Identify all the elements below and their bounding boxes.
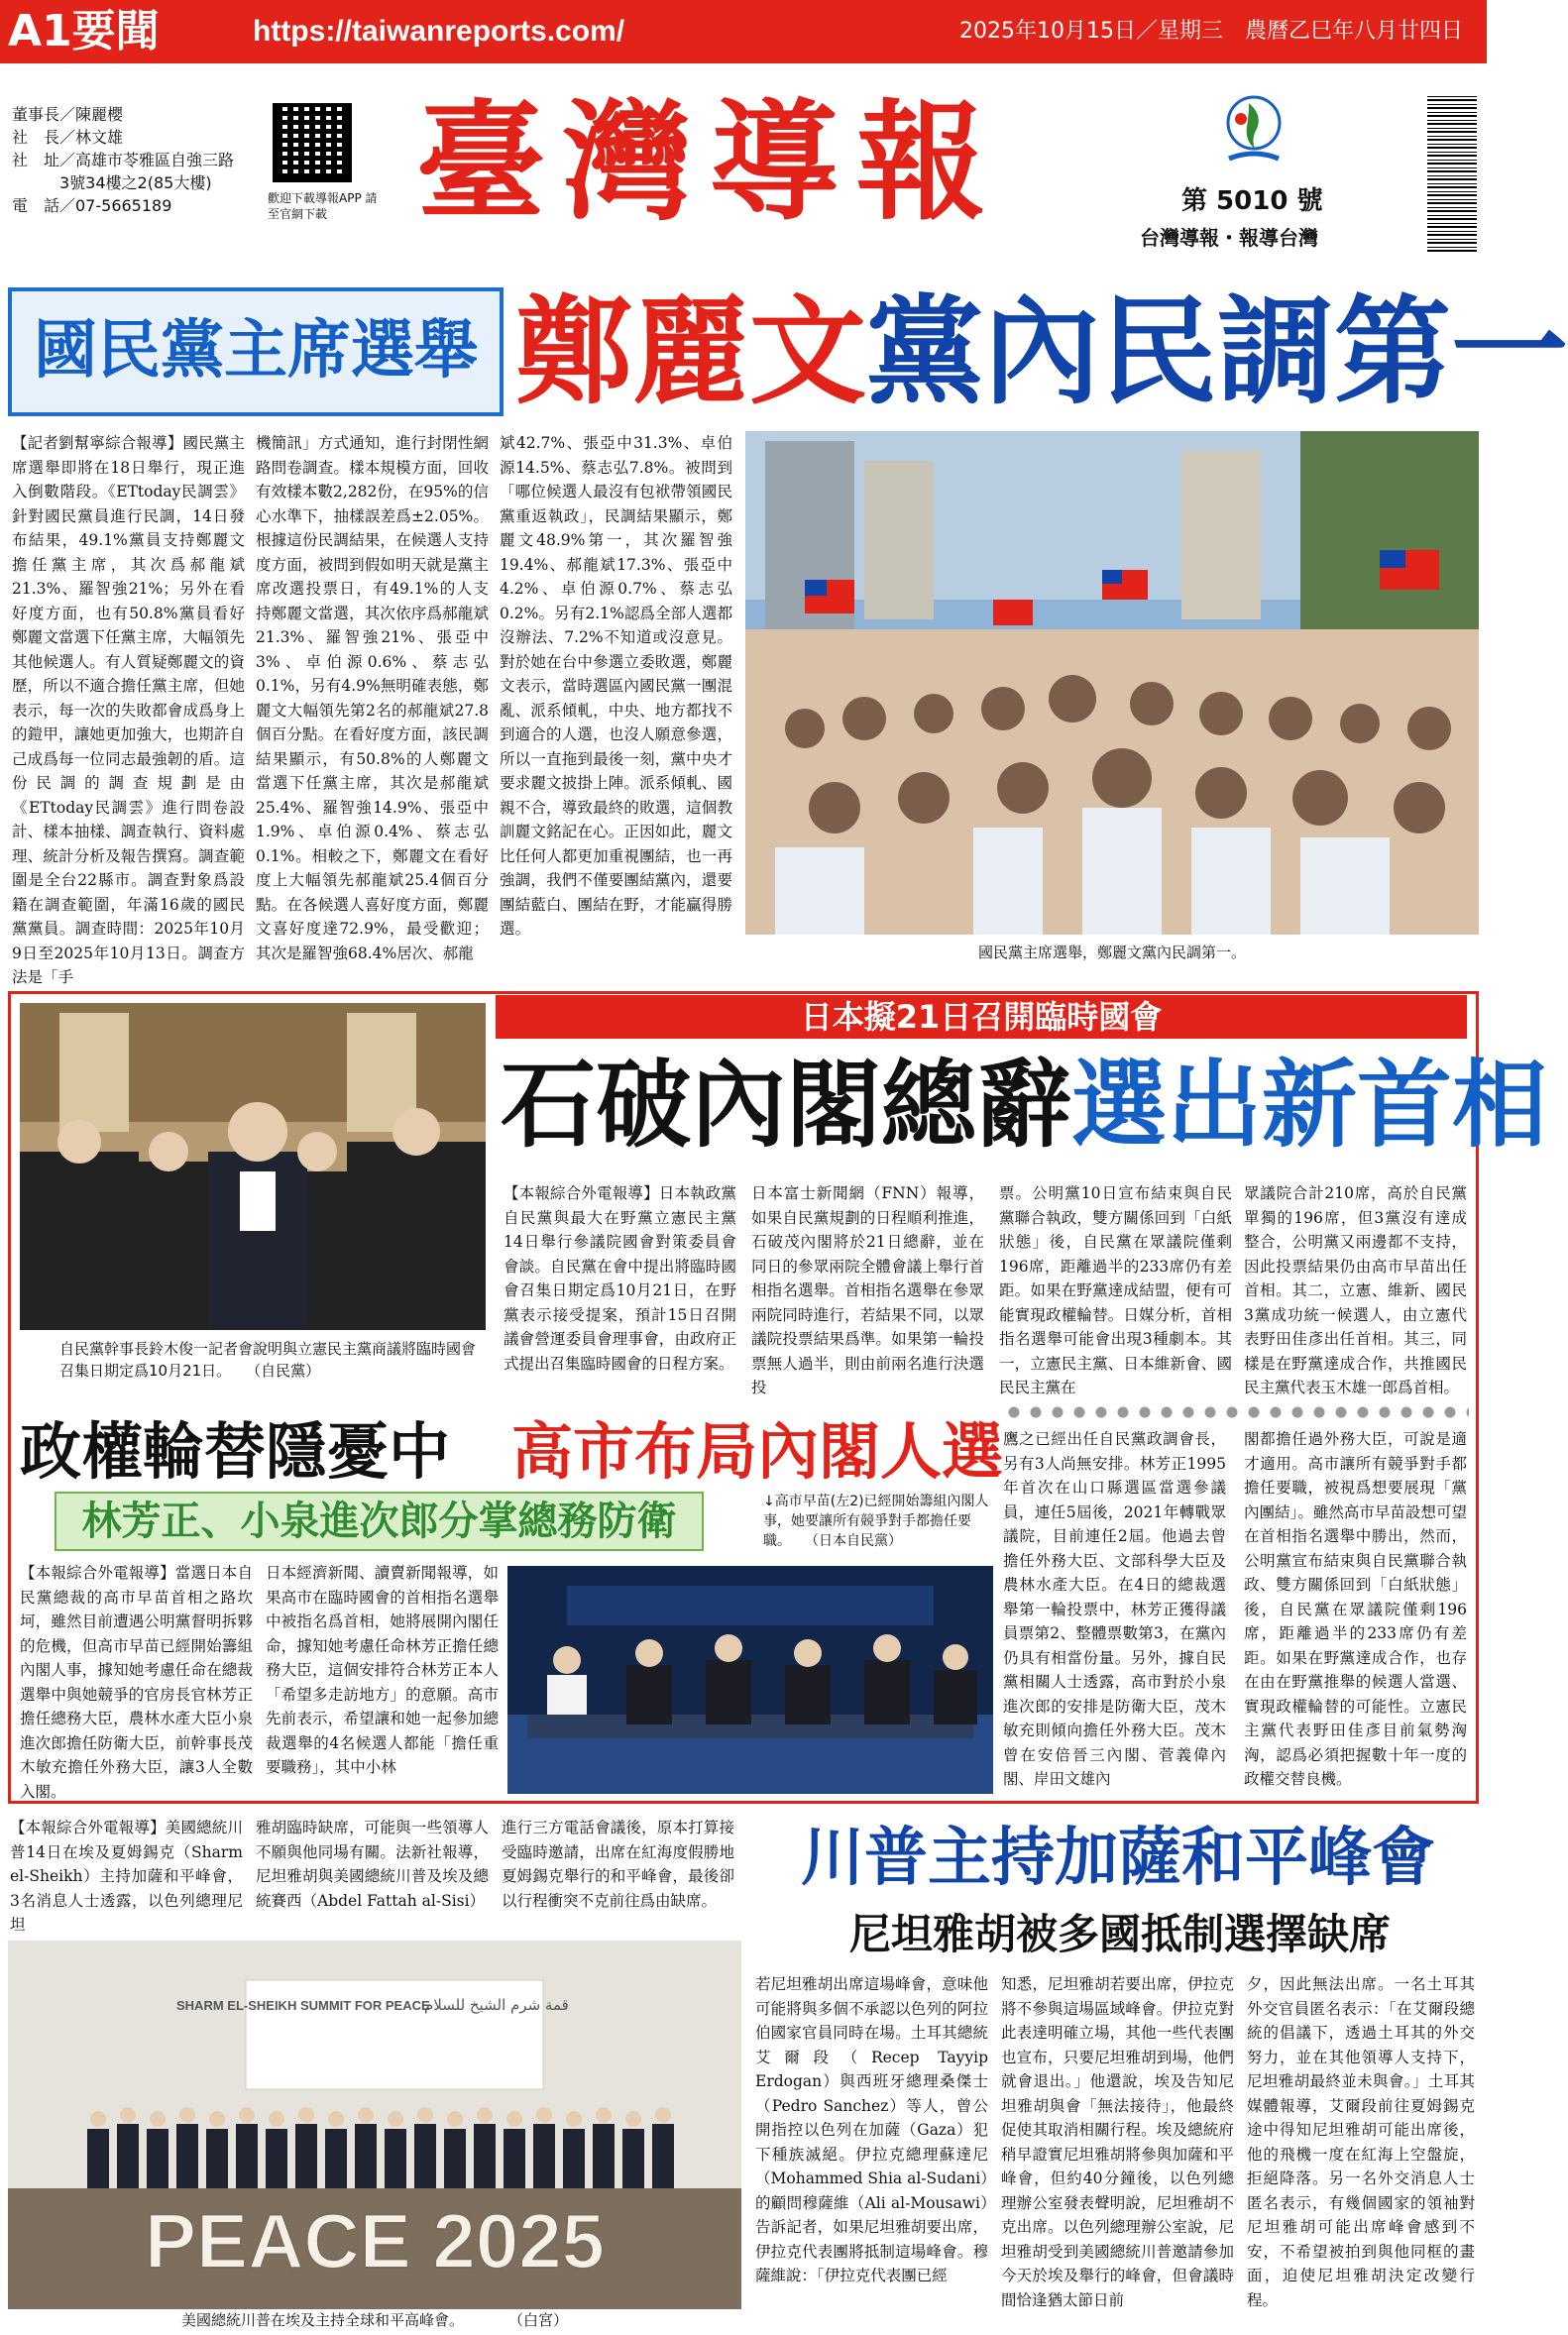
takaichi-photo-caption: ↓高市早苗(左2)已經開始籌組內閣人事，她要讓所有競爭對手都擔任要職。 （日本自民黨） <box>763 1494 989 1549</box>
kmt-headline-blue: 黨內民調第一 <box>866 283 1568 420</box>
takaichi-headline <box>20 1412 1011 1492</box>
japan-headline <box>501 1050 1547 1161</box>
japan-banner: 日本擬21日召開臨時國會 <box>496 995 1467 1039</box>
japan-headline-blue: 選出新首相 <box>1071 1050 1547 1161</box>
kmt-section-tag: 國民黨主席選舉 <box>8 287 504 416</box>
kmt-body-col3: 斌42.7%、張亞中31.3%、卓伯源14.5%、蔡志弘7.8%。被問到「哪位候選人最沒有包袱帶領國民黨重返執政」，民調結果顯示，鄭麗文48.9%第一，其次羅智強19.4%、郝龍斌17.3%、張亞中4.2%、卓伯源0.7%、蔡志弘0.2%。另有2.1%認爲全部人選都沒辦法、7.2%不知道或沒意見。對於她在台中參選立委敗選，鄭麗文表示，當時選區內國民黨一團混亂、派系傾軋，中央、地方都找不到適合的人選，也沒人願意參選，所以一直拖到最後一刻，黨中央才要求麗文披掛上陣。派系傾軋、國親不合，導致最終的敗選，這個教訓麗文銘記在心。正因如此，麗文比任何人都更加重視團結，也一再強調，我們不僅要團結黨內，還要團結藍白、團結在野，才能贏得勝選。 <box>500 434 732 938</box>
info-line: 3號34樓之2(85大樓) <box>12 173 212 192</box>
takaichi-headline-black: 政權輪替隱憂中 <box>20 1415 451 1488</box>
takaichi-subhead: 林芳正、小泉進次郎分掌總務防衛 <box>55 1492 704 1551</box>
takaichi-body-col4: 閣都擔任過外務大臣，可說是適才適用。高市讓所有競爭對手都擔任要職，被視爲想要展現「黨內團結」。雖然高市早苗設想可望在首相指名選舉中勝出，然而，公明黨宣布結束與自民黨聯合執政、雙方關係回到「白紙狀態」後，自民黨在眾議院僅剩196席，距離過半的233席仍有差距。如果在野黨達成合作，也存在由在野黨推舉的候選人當選、實現政權輪替的可能性。立憲民主黨代表野田佳彥目前氣勢洶洶，認爲必須把握數十年一度的政權交替良機。 <box>1244 1430 1467 1788</box>
kmt-photo-caption: 國民黨主席選舉，鄭麗文黨內民調第一。 <box>977 944 1246 961</box>
takaichi-body-col1: 【本報綜合外電報導】當選日本自民黨總裁的高市早苗首相之路坎坷，雖然目前遭遇公明黨督明拆夥的危機，但高市早苗已經開始籌組內閣人事，據知她考慮任命在總裁選舉中與她競爭的官房長官林芳正擔任總務大臣，農林水產大臣小泉進次郎擔任防衛大臣，前幹事長茂木敏充擔任外務大臣，讓3人全數入閣。 <box>20 1564 253 1801</box>
summit-banner-en: SHARM EL-SHEIKH SUMMIT FOR PEACE <box>176 1998 430 2013</box>
suzuki-photo-caption: 自民黨幹事長鈴木俊一記者會說明與立憲民主黨商議將臨時國會召集日期定爲10月21日。 （自民黨） <box>59 1340 477 1380</box>
emblem-icon <box>1219 93 1288 172</box>
peace-summit-photo <box>8 1941 741 2309</box>
publisher-info <box>12 103 240 217</box>
trump-body-col1: 【本報綜合外電報導】美國總統川普14日在埃及夏姆錫克（Sharm el-Sheikh）主持加薩和平峰會，3名消息人士透露，以色列總理尼坦 <box>10 1819 243 1934</box>
qr-code-icon[interactable] <box>273 103 352 182</box>
kmt-body-col1: 【記者劉幫寧綜合報導】國民黨主席選舉即將在18日舉行，現正進入倒數階段。《ETtoday民調雲》針對國民黨員進行民調，14日發布結果，49.1%黨員支持鄭麗文擔任黨主席，其次爲郝龍斌21.3%、羅智強21%；另外在看好度方面，也有50.8%黨員看好鄭麗文當選下任黨主席，大幅領先其他候選人。有人質疑鄭麗文的資歷，所以不適合擔任黨主席，但她表示，每一次的失敗都會成爲身上的鎧甲，讓她更加強大，也期許自己成爲每一位同志最強韌的盾。這份民調的調查規劃是由《ETtoday民調雲》進行問卷設計、樣本抽樣、調查執行、資料處理、統計分析及報告撰寫。調查範圍是全台22縣市。調查對象爲設籍在調查範圍，年滿16歲的國民黨黨員。調查時間：2025年10月9日至2025年10月13日。調查方法是「手 <box>12 434 245 986</box>
kmt-headline <box>515 282 1568 421</box>
kmt-body-col2: 機簡訊」方式通知，進行封閉性網路問卷調查。樣本規模方面，回收有效樣本數2,282份，在95%的信心水準下，抽樣誤差爲±2.05%。根據這份民調結果，在候選人支持度方面，被問到假如明天就是黨主席改選投票日，有49.1%的人支持鄭麗文當選，其次依序爲郝龍斌21.3%、羅智強21%、張亞中3%、卓伯源0.6%、蔡志弘0.1%，另有4.9%無明確表態，鄭麗文大幅領先第2名的郝龍斌27.8個百分點。在看好度方面，該民調結果顯示，有50.8%的人鄭麗文當選下任黨主席，其次是郝龍斌25.4%、羅智強14.9%、張亞中1.9%、卓伯源0.4%、蔡志弘0.1%。相較之下，鄭麗文在看好度上大幅領先郝龍斌25.4個百分點。在各候選人喜好度方面，鄭麗文喜好度達72.9%，最受歡迎；其次是羅智強68.4%居次、郝龍 <box>256 434 489 962</box>
takaichi-debate-photo <box>507 1566 993 1794</box>
masthead <box>0 63 1487 262</box>
takaichi-headline-red: 高市布局內閣人選 <box>511 1415 1004 1488</box>
barcode-icon <box>1427 93 1477 252</box>
trump-body-col2: 雅胡臨時缺席，可能與一些領導人不願與他同場有關。法新社報導，尼坦雅胡與美國總統川普及埃及總統賽西（Abdel Fattah al-Sisi） <box>256 1819 489 1910</box>
kmt-rally-photo <box>745 431 1479 935</box>
issue-date: 2025年10月15日／星期三 農曆乙巳年八月廿四日 <box>959 19 1463 44</box>
trump-body-col4: 若尼坦雅胡出席這場峰會，意味他可能將與多個不承認以色列的阿拉伯國家官員同時在場。土耳其總統艾爾段（Recep Tayyip Erdogan）與西班牙總理桑傑士（Pedro Sanchez）等人，曾公開指控以色列在加薩（Gaza）犯下種族滅絕。伊拉克總理蘇達尼（Mohammed Shia al-Sudani）的顧問穆薩維（Ali al-Mousawi）告訴記者，如果尼坦雅胡要出席，伊拉克代表團將抵制這場峰會。穆薩維說：「伊拉克代表團已經 <box>755 1975 988 2284</box>
newspaper-logo: 臺灣導報 <box>416 86 1004 238</box>
summit-photo-caption: 美國總統川普在埃及主持全球和平高峰會。 （白宮） <box>180 2311 568 2329</box>
dotted-divider <box>1003 1405 1469 1419</box>
slogan: 台灣導報・報導台灣 <box>1140 226 1318 250</box>
issue-number: 第 5010 號 <box>1181 186 1323 216</box>
japan-body-col2: 日本富士新聞網（FNN）報導，如果自民黨規劃的日程順利推進，石破茂內閣將於21日總辭，並在同日的參眾兩院全體會議上舉行首相指名選舉。首相指名選舉在參眾兩院同時進行，若結果不同，以眾議院投票結果爲準。如果第一輪投票無人過半，則由前兩名進行決選投 <box>751 1184 984 1396</box>
info-line: 社 址／高雄市苓雅區自強三路 <box>12 151 235 169</box>
summit-banner-ar: قمة شرم الشيخ للسلام <box>424 1996 569 2014</box>
qr-caption: 歡迎下載導報APP 請至官網下載 <box>268 191 378 221</box>
japan-body-col4: 眾議院合計210席，高於自民黨單獨的196席，但3黨沒有達成整合，公明黨又兩邊都不支持，因此投票結果仍由高市早苗出任首相。其二，立憲、維新、國民3黨成功統一候選人，由立憲代表野田佳彥出任首相。其三，同樣是在野黨達成合作，共推國民民主黨代表玉木雄一郎爲首相。 <box>1244 1184 1467 1396</box>
trump-body-col3: 進行三方電話會議後，原本打算接受臨時邀請，出席在紅海度假勝地夏姆錫克舉行的和平峰會，最後卻以行程衝突不克前往爲由缺席。 <box>502 1819 734 1910</box>
trump-subhead: 尼坦雅胡被多國抵制選擇缺席 <box>848 1910 1391 1958</box>
trump-headline: 川普主持加薩和平峰會 <box>801 1822 1435 1895</box>
kmt-headline-red: 鄭麗文 <box>515 283 867 420</box>
site-url[interactable]: https://taiwanreports.com/ <box>253 15 625 48</box>
top-bar <box>0 0 1487 63</box>
info-line: 社 長／林文雄 <box>12 128 124 147</box>
japan-body-col1: 【本報綜合外電報導】日本執政黨自民黨與最大在野黨立憲民主黨14日舉行參議院國會對策委員會會談。自民黨在會中提出將臨時國會召集日期定爲10月21日，在野黨表示接受提案，預計15日召開議會營運委員會理事會，由政府正式提出召集臨時國會的日程方案。 <box>504 1184 736 1373</box>
suzuki-press-photo <box>20 1003 486 1330</box>
japan-headline-black: 石破內閣總辭 <box>501 1050 1071 1161</box>
peace-2025-text: PEACE 2025 <box>145 2197 605 2284</box>
trump-body-col6: 夕，因此無法出席。一名土耳其外交官員匿名表示：「在艾爾段總統的倡議下，透過土耳其的外交努力，並在其他領導人支持下，尼坦雅胡最終並未與會。」土耳其媒體報導，艾爾段前往夏姆錫克途中得知尼坦雅胡可能出席後，他的飛機一度在紅海上空盤旋，拒絕降落。另一名外交消息人士匿名表示，有幾個國家的領袖對尼坦雅胡可能出席峰會感到不安，不希望被拍到與他同框的畫面，迫使尼坦雅胡決定改變行程。 <box>1247 1975 1475 2309</box>
japan-body-col3: 票。公明黨10日宣布結束與自民黨聯合執政，雙方關係回到「白紙狀態」後，自民黨在眾議院僅剩196席，距離過半的233席仍有差距。如果在野黨達成結盟，便有可能實現政權輪替。日媒分析，首相指名選舉可能會出現3種劇本。其一，立憲民主黨、日本維新會、國民民主黨在 <box>999 1184 1232 1396</box>
info-line: 電 話／07-5665189 <box>12 196 172 215</box>
trump-body-col5: 知悉，尼坦雅胡若要出席，伊拉克將不參與這場區域峰會。伊拉克對此表達明確立場，其他一些代表團也宣布，只要尼坦雅胡到場，他們就會退出。」他還說，埃及告知尼坦雅胡與會「無法接待」，他最終促使其取消相關行程。埃及總統府稍早證實尼坦雅胡將參與加薩和平峰會，但約40分鐘後，以色列總理辦公室發表聲明說，尼坦雅胡不克出席。以色列總理辦公室說，尼坦雅胡受到美國總統川普邀請參加今天於埃及舉行的峰會，但會議時間恰逢猶太節日前 <box>1001 1975 1234 2309</box>
takaichi-body-col3: 鷹之已經出任自民黨政調會長，另有3人尚無安排。林芳正1995年首次在山口縣選區當選參議員，連任5屆後，2021年轉戰眾議院，目前連任2屆。他過去曾擔任外務大臣、文部科學大臣及農林水產大臣。在4日的總裁選舉第一輪投票中，林芳正獲得議員票第2、整體票數第3，在黨內仍具有相當份量。另外，據自民黨相關人士透露，高市對於小泉進次郎的安排是防衛大臣，茂木敏充則傾向擔任外務大臣。茂木曾在安倍晉三內閣、菅義偉內閣、岸田文雄內 <box>1003 1430 1226 1788</box>
section-label: A1要聞 <box>8 6 160 56</box>
info-line: 董事長／陳麗櫻 <box>12 105 124 124</box>
takaichi-body-col2: 日本經濟新聞、讀賣新聞報導，如果高市在臨時國會的首相指名選舉中被指名爲首相，她將展開內閣任命，據知她考慮任命林芳正擔任總務大臣，這個安排符合林芳正本人「希望多走訪地方」的意願。高市先前表示，希望讓和她一起參加總裁選舉的4名候選人都能「擔任重要職務」，其中小林 <box>266 1564 499 1776</box>
